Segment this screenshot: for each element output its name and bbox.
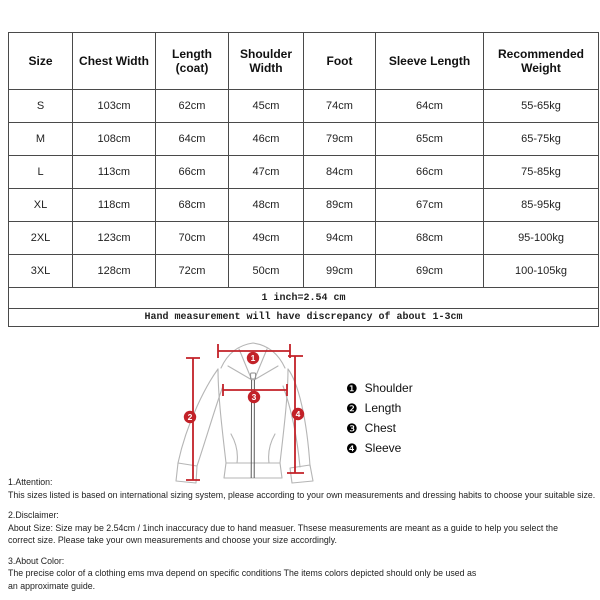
table-cell: 46cm — [229, 123, 304, 156]
table-row-hand-note — [9, 309, 599, 327]
inch-conversion-note: 1 inch=2.54 cm — [9, 288, 599, 309]
table-cell: 55-65kg — [484, 90, 599, 123]
table-cell: 69cm — [376, 255, 484, 288]
column-header-size: Size — [9, 33, 73, 90]
table-cell: 62cm — [156, 90, 229, 123]
column-header-recommended-weight: Recommended Weight — [484, 33, 599, 90]
hand-measurement-note: Hand measurement will have discrepancy of about 1-3cm — [9, 309, 599, 327]
table-cell: 84cm — [304, 156, 376, 189]
table-cell: S — [9, 90, 73, 123]
table-cell: 85-95kg — [484, 189, 599, 222]
column-header-chest-width: Chest Width — [73, 33, 156, 90]
table-cell: 64cm — [156, 123, 229, 156]
legend-label: Sleeve — [364, 441, 402, 455]
table-cell: 118cm — [73, 189, 156, 222]
table-cell: 128cm — [73, 255, 156, 288]
table-cell: 66cm — [376, 156, 484, 189]
legend-item-chest — [346, 418, 413, 438]
table-cell: 67cm — [376, 189, 484, 222]
table-cell: 99cm — [304, 255, 376, 288]
table-cell: XL — [9, 189, 73, 222]
table-cell: 66cm — [156, 156, 229, 189]
marker-1-number: 1 — [250, 353, 256, 363]
table-cell: 47cm — [229, 156, 304, 189]
note-about-color — [8, 555, 598, 593]
hoodie-measurement-diagram — [165, 336, 355, 486]
note-about-color-body: The precise color of a clothing ems mva depend on specific conditions The items colors depicted should only be used as an approximate guide. — [8, 568, 477, 591]
table-cell: 64cm — [376, 90, 484, 123]
table-cell: 123cm — [73, 222, 156, 255]
table-cell: 94cm — [304, 222, 376, 255]
table-row-m — [9, 123, 599, 156]
table-cell: L — [9, 156, 73, 189]
circled-4-icon: ❹ — [346, 440, 358, 456]
legend-item-shoulder — [346, 378, 413, 398]
notes-section — [8, 476, 598, 600]
note-disclaimer-heading: 2.Disclaimer: — [8, 510, 59, 520]
table-cell: 68cm — [376, 222, 484, 255]
table-row-inch-note — [9, 288, 599, 309]
header-row — [9, 33, 599, 90]
legend-label: Shoulder — [364, 381, 413, 395]
legend-item-length — [346, 398, 413, 418]
marker-4-number: 4 — [295, 409, 301, 419]
table-row-3xl — [9, 255, 599, 288]
table-cell: 89cm — [304, 189, 376, 222]
column-header-foot: Foot — [304, 33, 376, 90]
zipper — [251, 373, 256, 478]
table-cell: 65-75kg — [484, 123, 599, 156]
table-cell: 100-105kg — [484, 255, 599, 288]
circled-1-icon: ❶ — [346, 380, 358, 396]
table-row-l — [9, 156, 599, 189]
legend-label: Chest — [364, 421, 397, 435]
size-chart-table — [8, 32, 599, 327]
circled-3-icon: ❸ — [346, 420, 358, 436]
note-attention — [8, 476, 598, 501]
table-cell: 49cm — [229, 222, 304, 255]
table-cell: 108cm — [73, 123, 156, 156]
column-header-shoulder-width: Shoulder Width — [229, 33, 304, 90]
table-cell: 45cm — [229, 90, 304, 123]
column-header-length-coat: Length (coat) — [156, 33, 229, 90]
table-cell: 65cm — [376, 123, 484, 156]
legend-item-sleeve — [346, 438, 413, 458]
note-disclaimer-body: About Size: Size may be 2.54cm / 1inch inaccuracy due to hand measuer. Thsese measurements are meant as a guide to help you select the correct size. Please take your own measurements and choose your size accordingly. — [8, 522, 558, 545]
table-cell: 75-85kg — [484, 156, 599, 189]
table-cell: 68cm — [156, 189, 229, 222]
legend-label: Length — [364, 401, 402, 415]
table-cell: 3XL — [9, 255, 73, 288]
hoodie-diagram-svg — [165, 336, 355, 486]
note-disclaimer — [8, 509, 598, 547]
measurement-legend — [346, 378, 413, 458]
table-row-2xl — [9, 222, 599, 255]
table-cell: 72cm — [156, 255, 229, 288]
table-cell: 2XL — [9, 222, 73, 255]
table-cell: 103cm — [73, 90, 156, 123]
table-row-s — [9, 90, 599, 123]
marker-2-number: 2 — [187, 412, 193, 422]
circled-2-icon: ❷ — [346, 400, 358, 416]
table-cell: M — [9, 123, 73, 156]
marker-3-number: 3 — [251, 392, 257, 402]
table-cell: 48cm — [229, 189, 304, 222]
table-cell: 95-100kg — [484, 222, 599, 255]
table-cell: 79cm — [304, 123, 376, 156]
table-cell: 50cm — [229, 255, 304, 288]
note-about-color-heading: 3.About Color: — [8, 555, 65, 566]
table-cell: 74cm — [304, 90, 376, 123]
note-attention-heading: 1.Attention: — [8, 477, 53, 487]
table-cell: 113cm — [73, 156, 156, 189]
table-cell: 70cm — [156, 222, 229, 255]
note-attention-body: This sizes listed is based on international sizing system, please according to your own measurements and dressing habits to choose your suitable size. — [8, 489, 596, 500]
table-row-xl — [9, 189, 599, 222]
column-header-sleeve-length: Sleeve Length — [376, 33, 484, 90]
